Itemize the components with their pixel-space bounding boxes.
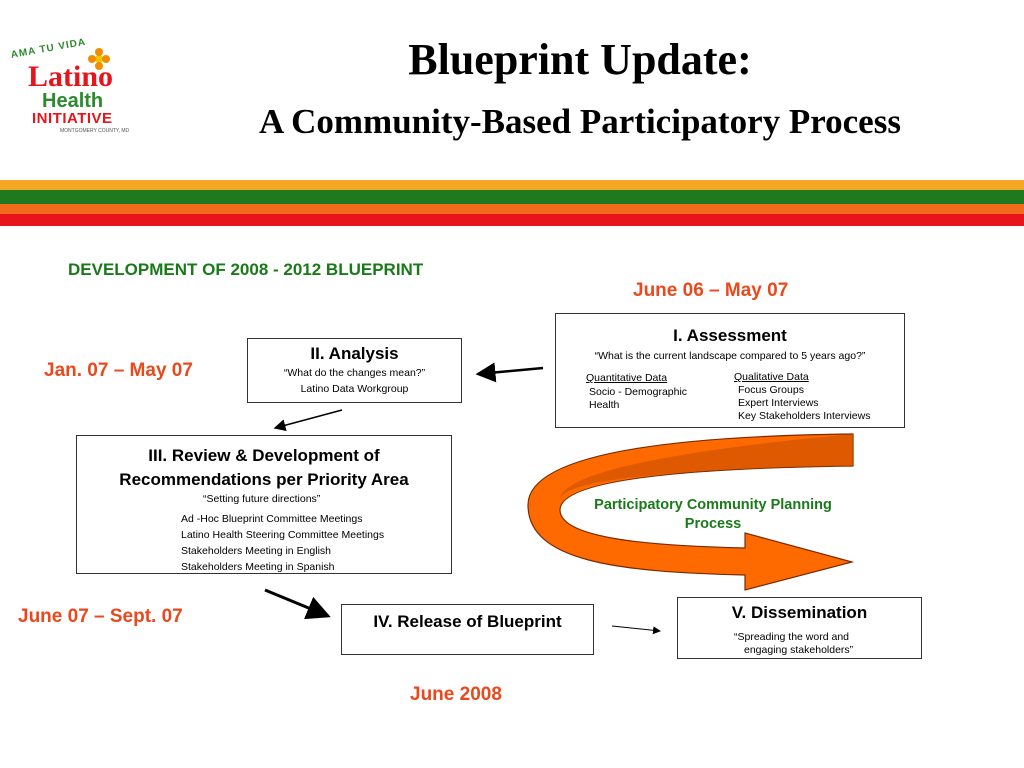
review-box <box>76 435 452 574</box>
review-title-line-1: III. Review & Development of <box>148 446 380 465</box>
title-line-2: A Community-Based Participatory Process <box>259 102 901 141</box>
dissemination-title: V. Dissemination <box>731 603 868 622</box>
assessment-box <box>555 313 905 428</box>
analysis-box <box>247 338 462 403</box>
review-item-4: Stakeholders Meeting in Spanish <box>181 561 335 573</box>
review-item-2: Latino Health Steering Committee Meetings <box>181 529 385 541</box>
quantitative-heading: Quantitative Data <box>586 372 668 384</box>
assessment-question: “What is the current landscape compared to 5 years ago?” <box>594 350 866 362</box>
qual-item-2: Expert Interviews <box>738 397 819 409</box>
dissemination-quote-line-1: “Spreading the word and <box>734 631 849 643</box>
process-label-line-1: Participatory Community Planning <box>594 497 832 513</box>
date-release: June 2008 <box>410 684 502 705</box>
qual-item-1: Focus Groups <box>738 384 804 396</box>
arrow-review-to-release <box>265 590 328 616</box>
arrow-release-to-dissemination <box>612 626 660 631</box>
logo-latino: Latino <box>28 60 114 93</box>
process-label-line-2: Process <box>684 516 742 532</box>
assessment-title: I. Assessment <box>673 326 787 345</box>
dissemination-box <box>677 597 922 659</box>
review-title-line-2: Recommendations per Priority Area <box>119 470 409 489</box>
release-title: IV. Release of Blueprint <box>373 612 562 631</box>
arrow-analysis-to-review <box>275 410 342 428</box>
arrow-assessment-to-analysis <box>478 368 543 374</box>
date-analysis: Jan. 07 – May 07 <box>44 360 193 381</box>
quant-item-1: Socio - Demographic <box>589 386 688 398</box>
logo-subline: MONTGOMERY COUNTY, MD <box>60 128 130 134</box>
date-review: June 07 – Sept. 07 <box>18 606 183 627</box>
qual-item-3: Key Stakeholders Interviews <box>738 410 871 422</box>
process-label <box>560 496 866 534</box>
logo-initiative: INITIATIVE <box>32 110 113 127</box>
analysis-title: II. Analysis <box>310 344 399 363</box>
title-line-1: Blueprint Update: <box>408 35 752 84</box>
analysis-group: Latino Data Workgroup <box>300 383 409 395</box>
release-box <box>341 604 594 655</box>
dissemination-quote-line-2: engaging stakeholders” <box>744 644 854 656</box>
section-heading: DEVELOPMENT OF 2008 - 2012 BLUEPRINT <box>68 260 424 279</box>
review-item-3: Stakeholders Meeting in English <box>181 545 332 557</box>
logo-arc-text: AMA TU VIDA <box>10 36 87 61</box>
review-quote: “Setting future directions” <box>203 493 321 505</box>
quant-item-2: Health <box>589 399 620 411</box>
analysis-question: “What do the changes mean?” <box>283 367 426 379</box>
review-item-1: Ad -Hoc Blueprint Committee Meetings <box>181 513 363 525</box>
date-assessment: June 06 – May 07 <box>633 280 789 301</box>
qualitative-heading: Qualitative Data <box>734 371 809 383</box>
logo-health: Health <box>42 90 104 112</box>
